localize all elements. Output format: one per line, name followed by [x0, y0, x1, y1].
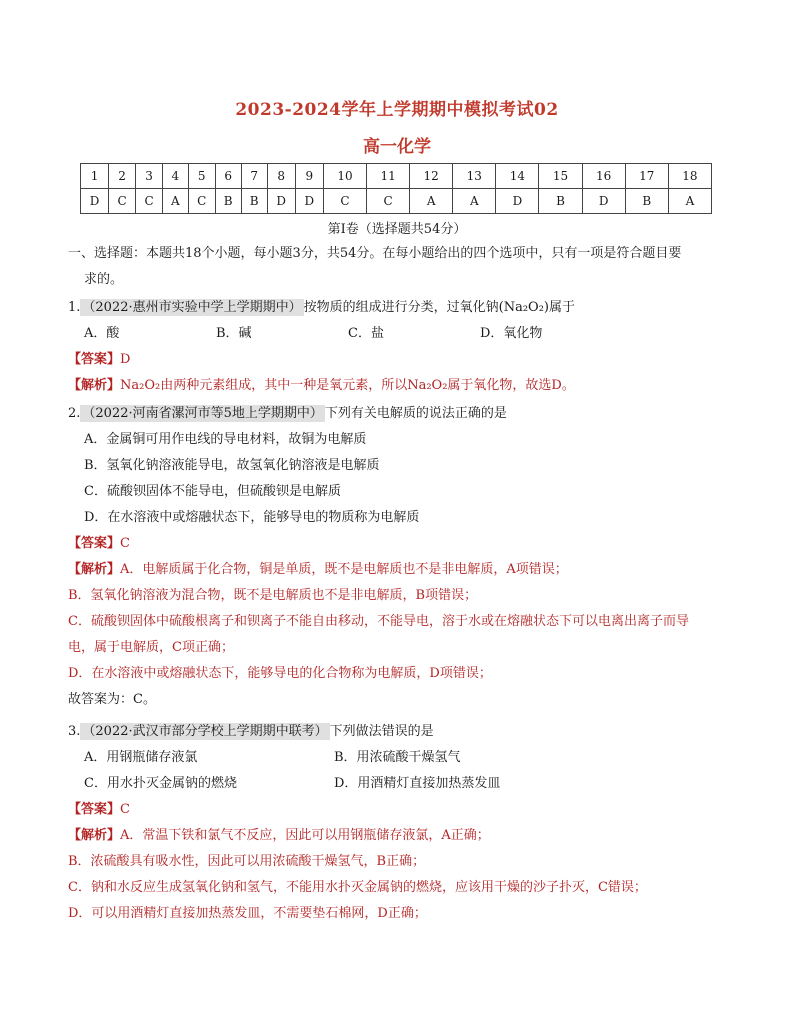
question-number: 2.: [68, 406, 81, 421]
analysis-line: [68, 373, 728, 399]
question-number: 3.: [68, 724, 81, 739]
option-d: D．用酒精灯直接加热蒸发皿: [334, 776, 501, 791]
answer-table-number-cell: 7: [241, 164, 267, 189]
answer-table-number-cell: 8: [267, 164, 295, 189]
option-d: D．氧化物: [480, 326, 543, 341]
option-c: C．用水扑灭金属钠的燃烧: [84, 776, 237, 791]
analysis-line: [68, 823, 728, 849]
answer-line: [68, 531, 728, 557]
answer-table-number-cell: 5: [188, 164, 215, 189]
answer-table-number-cell: 15: [539, 164, 582, 189]
answer-table-number-cell: 13: [453, 164, 496, 189]
answer-table-answer-cell: A: [453, 189, 496, 214]
answer-table-answer-cell: D: [295, 189, 323, 214]
analysis-label: 【解析】: [68, 828, 121, 843]
answer-table-answer-cell: A: [668, 189, 711, 214]
option-a: A．用钢瓶储存液氯: [84, 750, 198, 765]
analysis-text: D．在水溶液中或熔融状态下，能够导电的化合物称为电解质，D项错误；: [68, 666, 492, 681]
answer-table-number-cell: 6: [215, 164, 241, 189]
analysis-text: Na₂O₂由两种元素组成，其中一种是氧元素，所以Na₂O₂属于氧化物，故选D。: [120, 378, 575, 393]
question-1: [68, 295, 728, 399]
answer-table-number-cell: 14: [496, 164, 539, 189]
option-c: C．盐: [348, 326, 384, 341]
analysis-label: 【解析】: [68, 562, 121, 577]
question-source: （2022·河南省漯河市等5地上学期期中）: [82, 406, 323, 421]
option-d: D．在水溶液中或熔融状态下，能够导电的物质称为电解质: [84, 510, 420, 525]
analysis-text: A．电解质属于化合物，铜是单质，既不是电解质也不是非电解质，A项错误；: [120, 562, 568, 577]
options-row: [68, 745, 728, 771]
answer-table-answer-cell: D: [496, 189, 539, 214]
answer-table-answer-cell: C: [367, 189, 410, 214]
option-b: B．用浓硫酸干燥氢气: [334, 750, 461, 765]
answer-value: D: [120, 352, 131, 367]
answer-table-answer-cell: B: [539, 189, 582, 214]
analysis-label: 【解析】: [68, 378, 121, 393]
answer-label: 【答案】: [68, 536, 121, 551]
answer-table-number-cell: 11: [367, 164, 410, 189]
question-text: 下列有关电解质的说法正确的是: [324, 406, 507, 421]
answer-table-answers-row: [81, 189, 712, 214]
option-b: B．氢氧化钠溶液能导电，故氢氧化钠溶液是电解质: [84, 458, 380, 473]
answer-table-number-cell: 17: [625, 164, 668, 189]
answer-table-answer-cell: C: [323, 189, 366, 214]
answer-table-answer-cell: B: [625, 189, 668, 214]
question-stem: [68, 719, 728, 745]
answer-value: C: [120, 536, 130, 551]
option-a: A．酸: [84, 326, 120, 341]
answer-table-number-cell: 12: [410, 164, 453, 189]
question-stem: [68, 295, 728, 321]
analysis-text: B．氢氧化钠溶液为混合物，既不是电解质也不是非电解质，B项错误；: [68, 588, 478, 603]
analysis-text: D．可以用酒精灯直接加热蒸发皿，不需要垫石棉网，D正确；: [68, 906, 427, 921]
answer-table-answer-cell: C: [188, 189, 215, 214]
answer-table-numbers-row: [81, 164, 712, 189]
analysis-line: [68, 557, 728, 583]
option-c: C．硫酸钡固体不能导电，但硫酸钡是电解质: [84, 484, 341, 499]
answer-table-answer-cell: D: [81, 189, 109, 214]
answer-table-number-cell: 2: [109, 164, 136, 189]
answer-table-number-cell: 3: [136, 164, 163, 189]
answer-label: 【答案】: [68, 352, 121, 367]
page-title: 2023-2024学年上学期期中模拟考试02: [235, 100, 559, 120]
question-stem: [68, 401, 728, 427]
answer-label: 【答案】: [68, 802, 121, 817]
answer-table: [80, 163, 712, 214]
answer-line: [68, 347, 728, 373]
instructions: [68, 241, 728, 293]
option-a: A．金属铜可用作电线的导电材料，故铜为电解质: [84, 432, 367, 447]
answer-table-answer-cell: D: [582, 189, 625, 214]
answer-table-answer-cell: C: [109, 189, 136, 214]
section-label: 第Ⅰ卷（选择题共54分）: [327, 222, 467, 237]
instructions-line: 一、选择题：本题共18个小题，每小题3分，共54分。在每小题给出的四个选项中，只有一项是符合题目要: [68, 246, 682, 261]
question-3: [68, 719, 728, 927]
analysis-text: C．硫酸钡固体中硫酸根离子和钡离子不能自由移动，不能导电，溶于水或在熔融状态下可以电离出离子而导: [68, 614, 689, 629]
answer-table-answer-cell: D: [267, 189, 295, 214]
answer-table-answer-cell: B: [215, 189, 241, 214]
answer-table-number-cell: 10: [323, 164, 366, 189]
question-source: （2022·惠州市实验中学上学期期中）: [82, 300, 302, 315]
answer-table-number-cell: 1: [81, 164, 109, 189]
options-row: [68, 771, 728, 797]
answer-table-number-cell: 4: [163, 164, 189, 189]
instructions-line: 求的。: [84, 272, 124, 287]
answer-line: [68, 797, 728, 823]
answer-table-number-cell: 9: [295, 164, 323, 189]
answer-table-answer-cell: A: [163, 189, 189, 214]
question-source: （2022·武汉市部分学校上学期期中联考）: [82, 724, 328, 739]
answer-table-number-cell: 18: [668, 164, 711, 189]
answer-table-answer-cell: B: [241, 189, 267, 214]
analysis-text: B．浓硫酸具有吸水性，因此可以用浓硫酸干燥氢气，B正确；: [68, 854, 426, 869]
answer-table-number-cell: 16: [582, 164, 625, 189]
option-b: B．碱: [216, 326, 252, 341]
question-text: 下列做法错误的是: [329, 724, 434, 739]
analysis-text: A．常温下铁和氯气不反应，因此可以用钢瓶储存液氯，A正确；: [120, 828, 490, 843]
question-text: 按物质的组成进行分类，过氧化钠(Na₂O₂)属于: [303, 300, 575, 315]
answer-table-answer-cell: A: [410, 189, 453, 214]
analysis-text: C．钠和水反应生成氢氧化钠和氢气，不能用水扑灭金属钠的燃烧，应该用干燥的沙子扑灭，C错误；: [68, 880, 647, 895]
answer-value: C: [120, 802, 130, 817]
conclusion-text: 故答案为：C。: [68, 692, 156, 707]
page-subtitle: 高一化学: [363, 137, 431, 157]
question-2: [68, 401, 728, 713]
answer-table-answer-cell: C: [136, 189, 163, 214]
question-number: 1.: [68, 300, 81, 315]
options-row: [68, 321, 728, 347]
analysis-text: 电，属于电解质，C项正确；: [68, 640, 234, 655]
